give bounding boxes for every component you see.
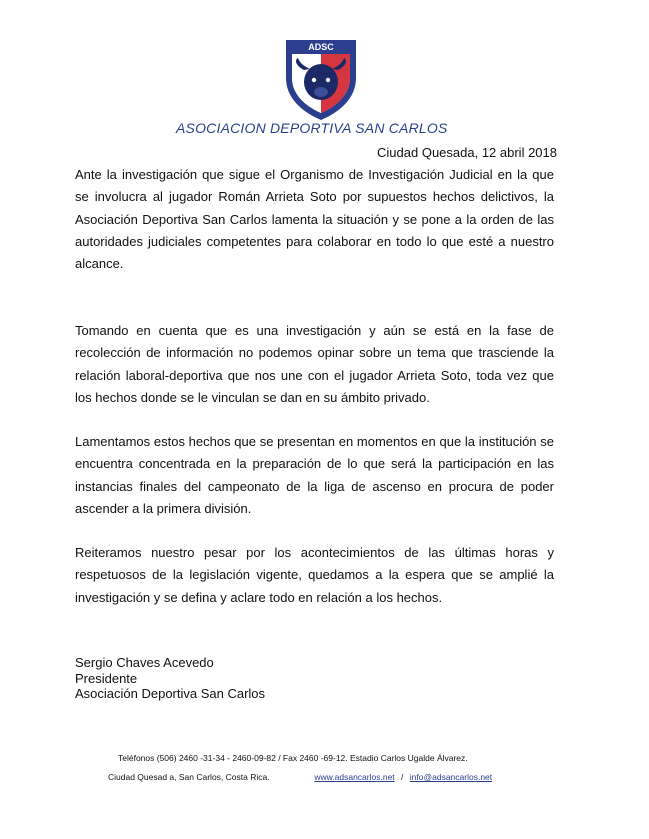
logo-text: ADSC — [308, 42, 334, 52]
organization-name: ASOCIACION DEPORTIVA SAN CARLOS — [176, 120, 448, 136]
footer-separator: / — [401, 772, 404, 782]
letter-date: Ciudad Quesada, 12 abril 2018 — [377, 145, 557, 160]
paragraph-1: Ante la investigación que sigue el Organismo de Investigación Judicial en la que se involucra al jugador Román Arrieta Soto por supuestos hechos delictivos, la Asociación Deportiva San Carlos lamenta la situación y se pone a la orden de las autoridades judiciales competentes para colaborar en todo lo que esté a nuestro alcance. — [75, 167, 554, 272]
footer-location: Ciudad Quesad a, San Carlos, Costa Rica. — [108, 772, 270, 782]
email-link[interactable]: info@adsancarlos.net — [409, 772, 493, 782]
signatory-title: Presidente — [75, 670, 138, 686]
club-logo — [282, 36, 360, 122]
signatory-name: Sergio Chaves Acevedo — [75, 655, 214, 670]
paragraph-3: Lamentamos estos hechos que se presentan en momentos en que la institución se encuentra concentrada en la preparación de lo que será la participación en las instancias finales del campeonato de la liga de ascenso en procura de poder ascender a la primera división. — [75, 434, 554, 516]
website-link[interactable]: www.adsancarlos.net — [314, 772, 395, 782]
footer-contact-line: Teléfonos (506) 2460 -31-34 - 2460-09-82 / Fax 2460 -69-12. Estadio Carlos Ugalde Álvarez. — [118, 753, 468, 763]
paragraph-2: Tomando en cuenta que es una investigación y aún se está en la fase de recolección de información no podemos opinar sobre un tema que trasciende la relación laboral-deportiva que nos une con el jugador Arrieta Soto, toda vez que los hechos donde se le vinculan se dan en su ámbito privado. — [75, 323, 554, 405]
signature-block — [75, 655, 265, 702]
signatory-organization: Asociación Deportiva San Carlos — [75, 686, 266, 701]
club-crest-icon — [282, 36, 360, 122]
footer-address-line — [108, 772, 492, 782]
paragraph-4: Reiteramos nuestro pesar por los acontecimientos de las últimas horas y respetuosos de la legislación vigente, quedamos a la espera que se amplié la investigación y se defina y aclare todo en relación a los hechos. — [75, 545, 554, 605]
